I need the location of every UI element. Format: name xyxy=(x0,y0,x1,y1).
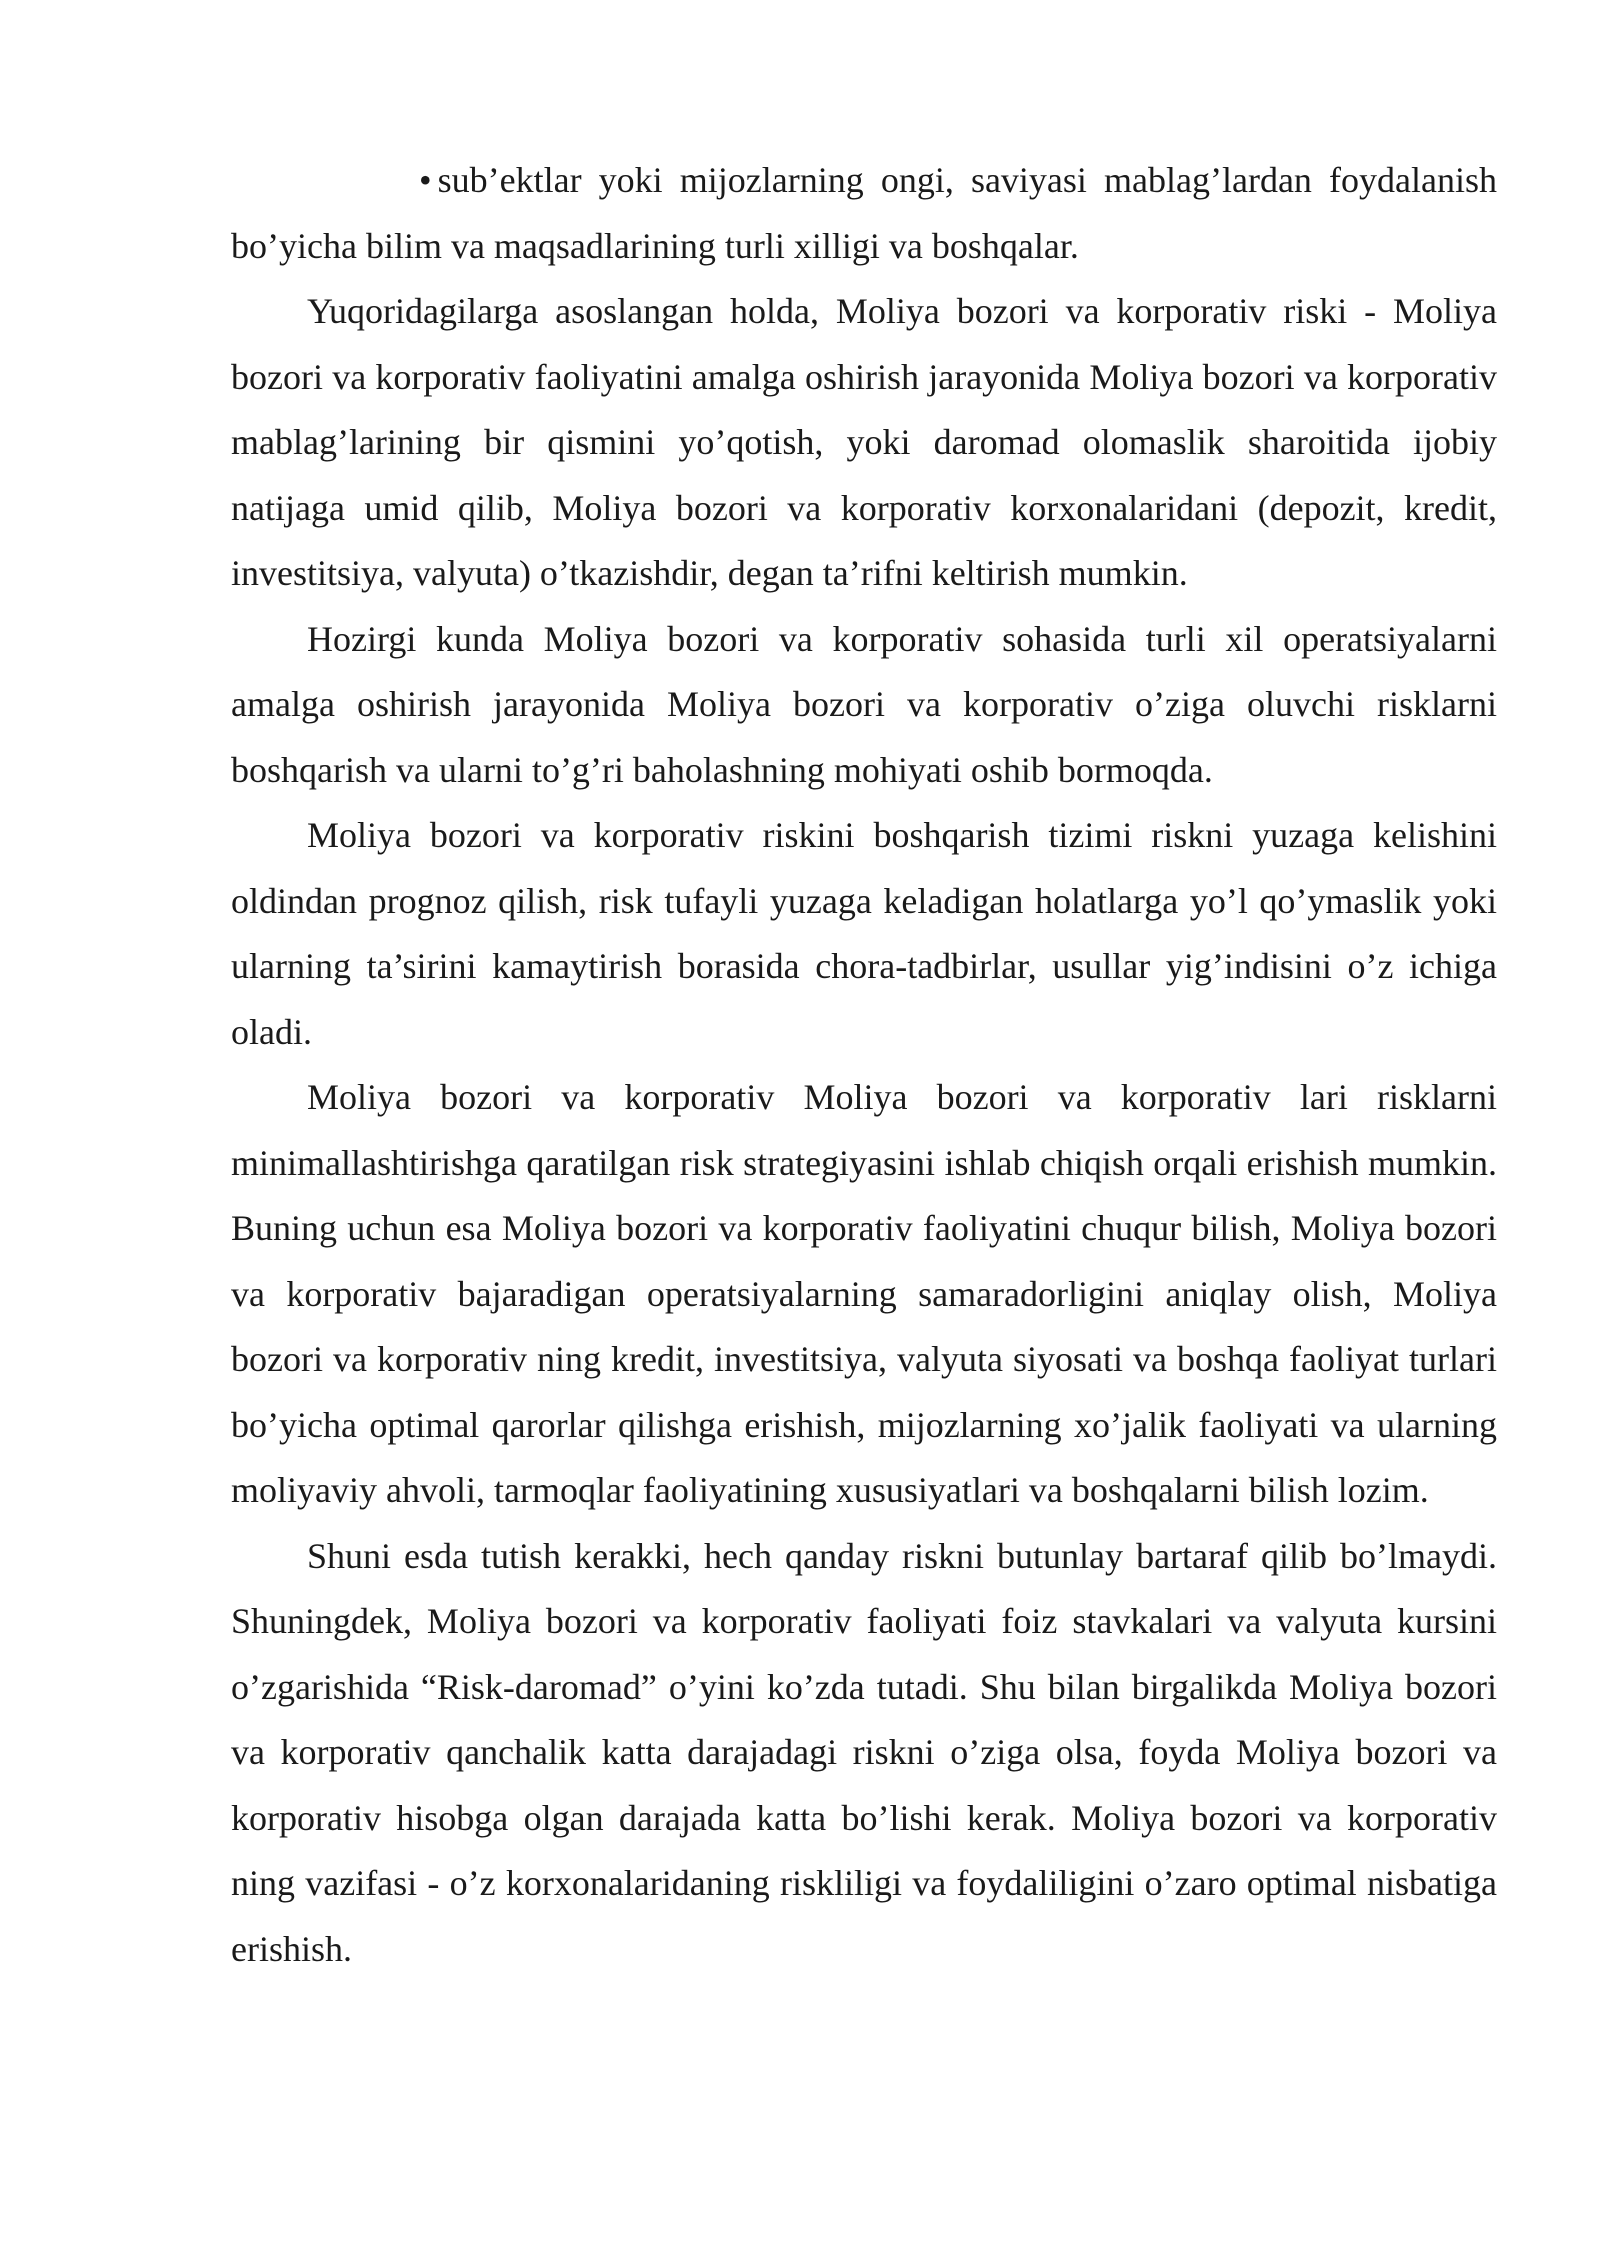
paragraph: Yuqoridagilarga asoslangan holda, Moliya bozori va korporativ riski - Moliya bozori va korporativ faoliyatini amalga oshirish jarayonida Moliya bozori va korporativ mablag’larining bir qismini yo’qotish, yoki daromad olomaslik sharoitida ijobiy natijaga umid qilib, Moliya bozori va korporativ korxonalaridani (depozit, kredit, investitsiya, valyuta) o’tkazishdir, degan ta’rifni keltirish mumkin. xyxy=(231,291,1497,593)
bullet-icon: • xyxy=(419,160,432,200)
paragraph: Moliya bozori va korporativ riskini boshqarish tizimi riskni yuzaga kelishini oldindan prognoz qilish, risk tufayli yuzaga keladigan holatlarga yo’l qo’ymaslik yoki ularning ta’sirini kamaytirish borasida chora-tadbirlar, usullar yig’indisini o’z ichiga oladi. xyxy=(231,815,1497,1052)
bullet-paragraph xyxy=(231,148,1497,279)
paragraph: Shuni esda tutish kerakki, hech qanday riskni butunlay bartaraf qilib bo’lmaydi. Shuningdek, Moliya bozori va korporativ faoliyati foiz stavkalari va valyuta kursini o’zgarishida “Risk-daromad” o’yini ko’zda tutadi. Shu bilan birgalikda Moliya bozori va korporativ qanchalik katta darajadagi riskni o’ziga olsa, foyda Moliya bozori va korporativ hisobga olgan darajada katta bo’lishi kerak. Moliya bozori va korporativ ning vazifasi - o’z korxonalaridaning riskliligi va foydaliligini o’zaro optimal nisbatiga erishish. xyxy=(231,1535,1497,1969)
paragraph: Moliya bozori va korporativ Moliya bozori va korporativ lari risklarni minimallashtirishga qaratilgan risk strategiyasini ishlab chiqish orqali erishish mumkin. Buning uchun esa Moliya bozori va korporativ faoliyatini chuqur bilish, Moliya bozori va korporativ bajaradigan operatsiyalarning samaradorligini aniqlay olish, Moliya bozori va korporativ ning kredit, investitsiya, valyuta siyosati va boshqa faoliyat turlari bo’yicha optimal qarorlar qilishga erishish, mijozlarning xo’jalik faoliyati va ularning moliyaviy ahvoli, tarmoqlar faoliyatining xususiyatlari va boshqalarni bilish lozim. xyxy=(231,1077,1497,1510)
paragraph-text: sub’ektlar yoki mijozlarning ongi, saviyasi mablag’lardan foydalanish bo’yicha bilim va maqsadlarining turli xilligi va boshqalar. xyxy=(231,160,1497,266)
paragraph: Hozirgi kunda Moliya bozori va korporativ sohasida turli xil operatsiyalarni amalga oshirish jarayonida Moliya bozori va korporativ o’ziga oluvchi risklarni boshqarish va ularni to’g’ri baholashning mohiyati oshib bormoqda. xyxy=(231,618,1497,790)
document-body xyxy=(231,148,1497,1982)
